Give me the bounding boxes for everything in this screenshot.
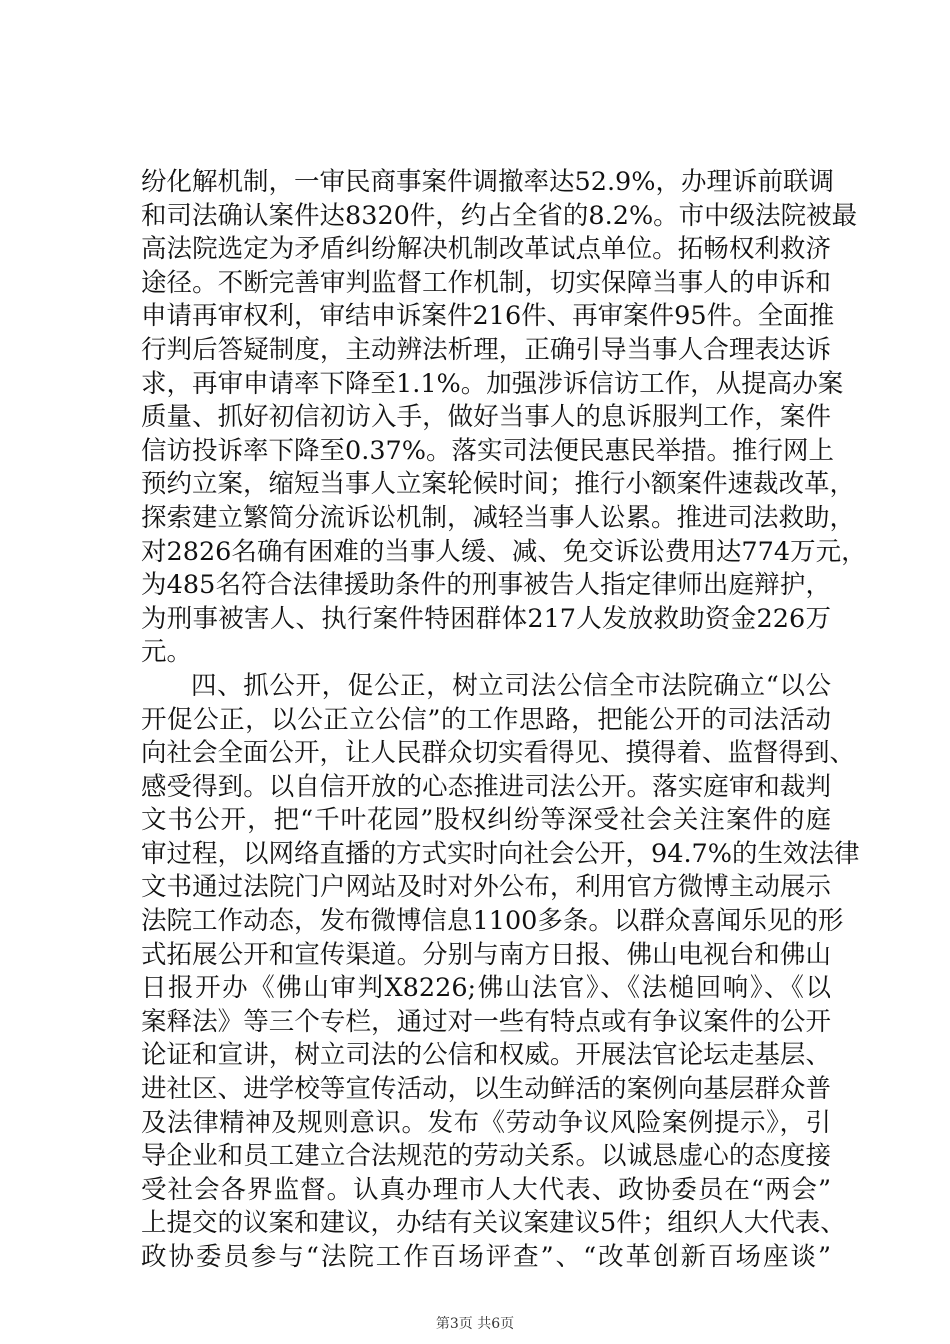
text-line: 质量、抓好初信初访入手，做好当事人的息诉服判工作，案件 [141, 402, 831, 433]
page-number-label: 第3页 共6页 [435, 1316, 515, 1332]
text-line: 审过程，以网络直播的方式实时向社会公开，94.7%的生效法律 [141, 838, 860, 869]
text-line: 案释法》等三个专栏，通过对一些有特点或有争议案件的公开 [141, 1006, 831, 1037]
text-line: 信访投诉率下降至0.37%。落实司法便民惠民举措。推行网上 [141, 435, 835, 466]
text-line: 文书通过法院门户网站及时对外公布，利用官方微博主动展示 [141, 872, 831, 903]
page-footer [0, 1313, 950, 1333]
text-line: 导企业和员工建立合法规范的劳动关系。以诚恳虚心的态度接 [141, 1141, 831, 1172]
text-line: 法院工作动态，发布微博信息1100多条。以群众喜闻乐见的形 [141, 906, 844, 937]
text-line: 预约立案，缩短当事人立案轮候时间；推行小额案件速裁改革， [141, 469, 856, 500]
text-line: 纷化解机制，一审民商事案件调撤率达52.9%，办理诉前联调 [141, 167, 835, 197]
text-line: 申请再审权利，审结申诉案件216件、再审案件95件。全面推 [141, 301, 835, 332]
body-text [141, 166, 867, 1275]
text-line: 向社会全面公开，让人民群众切实看得见、摸得着、监督得到、 [141, 738, 856, 769]
text-line: 求，再审申请率下降至1.1%。加强涉诉信访工作，从提高办案 [141, 368, 844, 399]
text-line: 行判后答疑制度，主动辨法析理，正确引导当事人合理表达诉 [141, 334, 831, 365]
text-line: 受社会各界监督。认真办理市人大代表、政协委员在“两会” [141, 1174, 831, 1205]
text-line: 进社区、进学校等宣传活动，以生动鲜活的案例向基层群众普 [141, 1074, 831, 1105]
text-line: 和司法确认案件达8320件，约占全省的8.2%。市中级法院被最 [141, 200, 858, 231]
text-line: 上提交的议案和建议，办结有关议案建议5件；组织人大代表、 [141, 1208, 846, 1239]
text-line: 感受得到。以自信开放的心态推进司法公开。落实庭审和裁判 [141, 771, 831, 802]
text-line: 式拓展公开和宣传渠道。分别与南方日报、佛山电视台和佛山 [141, 939, 831, 970]
section-heading-line: 四、抓公开，促公正，树立司法公信全市法院确立“以公 [191, 670, 831, 701]
text-line: 为485名符合法律援助条件的刑事被告人指定律师出庭辩护， [141, 570, 831, 601]
text-line: 及法律精神及规则意识。发布《劳动争议风险案例提示》，引 [141, 1107, 831, 1138]
text-line: 政协委员参与“法院工作百场评查”、“改革创新百场座谈” [141, 1242, 831, 1272]
text-line: 文书公开，把“千叶花园”股权纠纷等深受社会关注案件的庭 [141, 805, 831, 836]
text-line: 高法院选定为矛盾纠纷解决机制改革试点单位。拓畅权利救济 [141, 234, 831, 265]
text-line: 为刑事被害人、执行案件特困群体217人发放救助资金226万 [141, 603, 831, 634]
text-line: 对2826名确有困难的当事人缓、减、免交诉讼费用达774万元， [141, 536, 867, 567]
text-line: 论证和宣讲，树立司法的公信和权威。开展法官论坛走基层、 [141, 1040, 831, 1071]
text-line: 探索建立繁简分流诉讼机制，减轻当事人讼累。推进司法救助， [141, 502, 856, 533]
text-line: 开促公正，以公正立公信”的工作思路，把能公开的司法活动 [141, 704, 831, 735]
text-line: 日报开办《佛山审判X8226;佛山法官》、《法槌回响》、《以 [141, 973, 831, 1004]
text-line: 途径。不断完善审判监督工作机制，切实保障当事人的申诉和 [141, 267, 831, 298]
text-line: 元。 [141, 637, 193, 668]
